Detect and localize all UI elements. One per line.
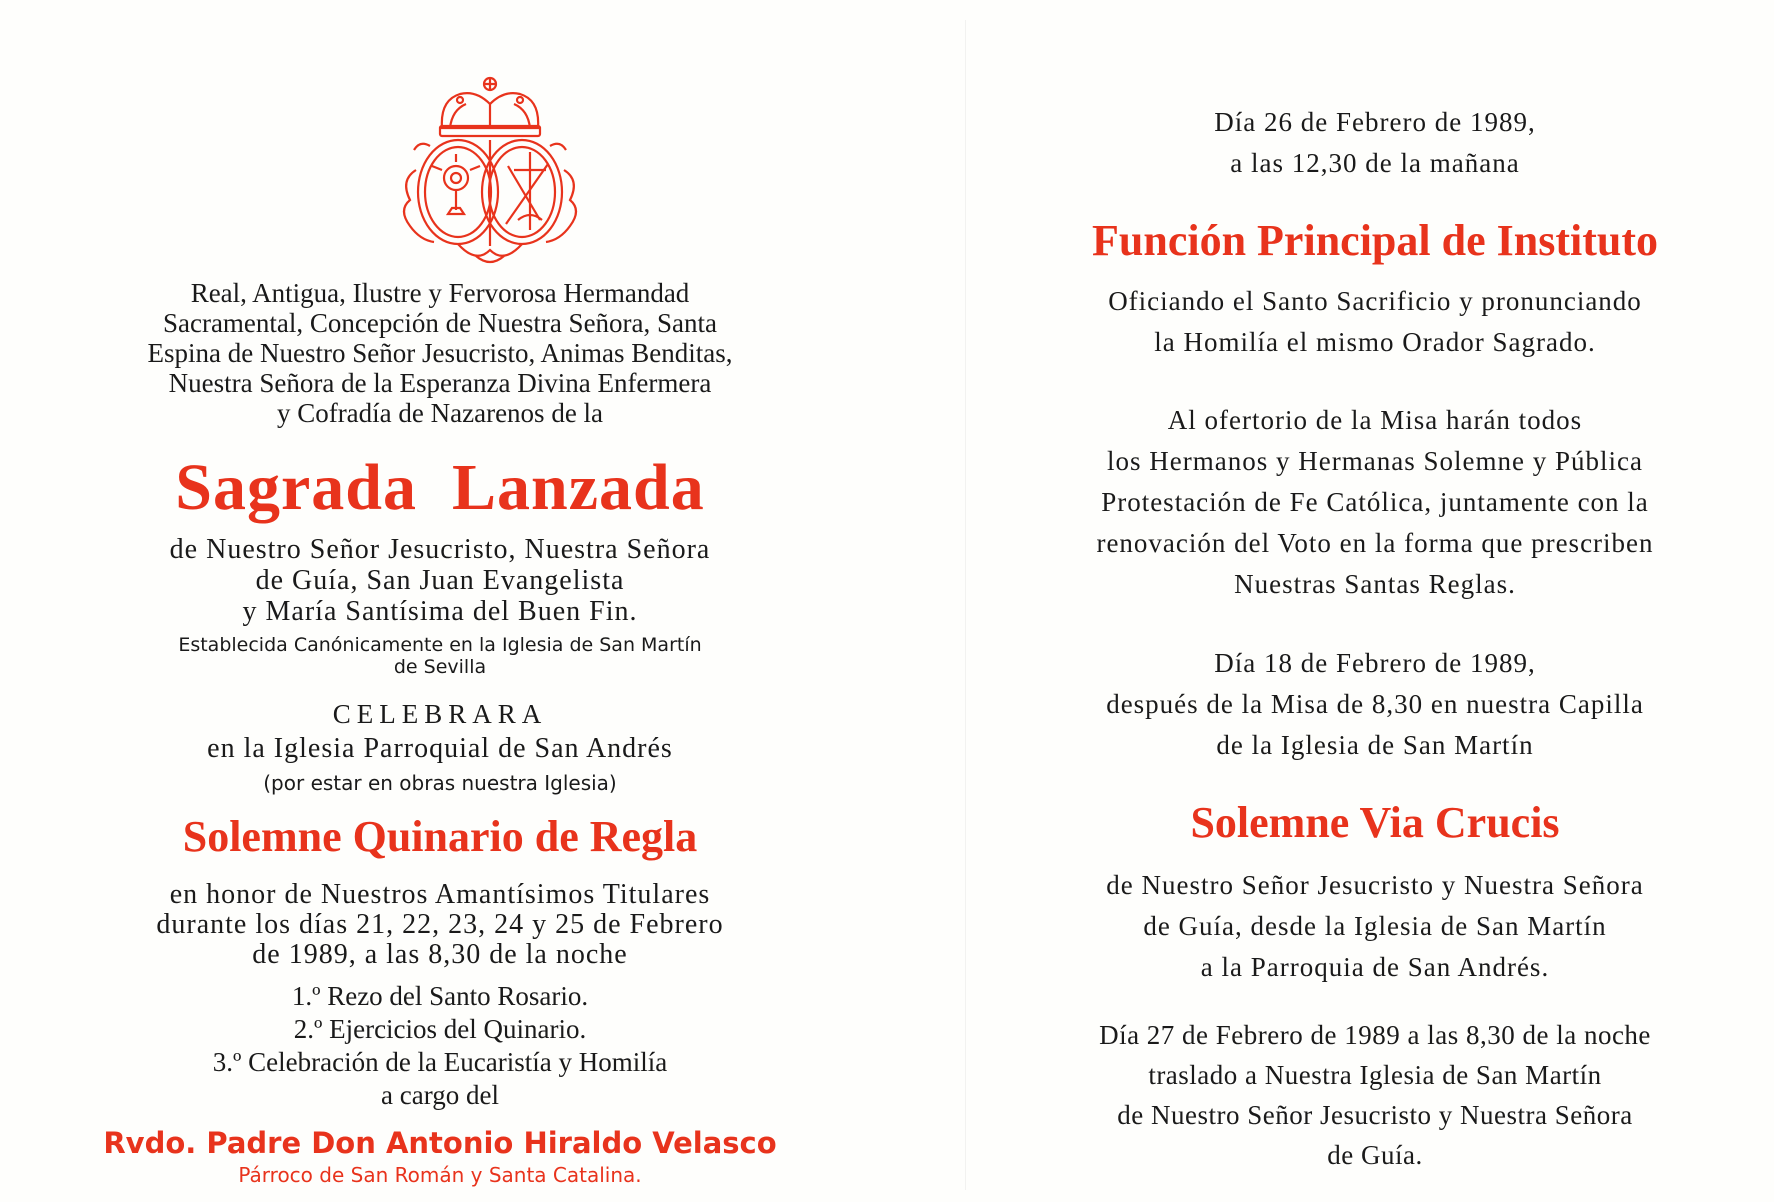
viacrucis-text xyxy=(990,865,1760,988)
established-note xyxy=(40,634,840,678)
viacrucis-date-line: Día 18 de Febrero de 1989, xyxy=(1214,648,1536,678)
act-item: 1.º Rezo del Santo Rosario. xyxy=(291,981,589,1011)
funcion-date-line: Día 26 de Febrero de 1989, xyxy=(1214,107,1536,137)
funcion-date-line: a las 12,30 de la mañana xyxy=(1230,148,1520,178)
viacrucis-date-line: de la Iglesia de San Martín xyxy=(1216,730,1534,760)
ofertorio-line: Protestación de Fe Católica, juntamente con la xyxy=(1101,487,1649,517)
honor-line: de 1989, a las 8,30 de la noche xyxy=(252,939,628,970)
celebrara-label: CELEBRARA xyxy=(332,699,548,729)
traslado-line: de Nuestro Señor Jesucristo y Nuestra Señora xyxy=(1117,1100,1633,1130)
viacrucis-line: a la Parroquia de San Andrés. xyxy=(1200,952,1550,982)
preacher-name: Rvdo. Padre Don Antonio Hiraldo Velasco xyxy=(103,1126,777,1160)
acts-list xyxy=(40,980,840,1112)
brotherhood-name xyxy=(40,278,840,428)
traslado-text xyxy=(990,1015,1760,1175)
oficiando-line: la Homilía el mismo Orador Sagrado. xyxy=(1154,327,1596,357)
brotherhood-line: Nuestra Señora de la Esperanza Divina Enfermera xyxy=(168,368,712,398)
brotherhood-line: Espina de Nuestro Señor Jesucristo, Animas Benditas, xyxy=(147,338,733,368)
act-item: a cargo del xyxy=(381,1080,499,1110)
ofertorio-line: renovación del Voto en la forma que prescriben xyxy=(1096,528,1654,558)
ofertorio-line: Al ofertorio de la Misa harán todos xyxy=(1167,405,1583,435)
viacrucis-date-line: después de la Misa de 8,30 en nuestra Capilla xyxy=(1106,689,1644,719)
honor-line: en honor de Nuestros Amantísimos Titulares xyxy=(169,879,711,910)
preacher-parish: Párroco de San Román y Santa Catalina. xyxy=(238,1163,642,1187)
viacrucis-date xyxy=(990,643,1760,766)
viacrucis-line: de Guía, desde la Iglesia de San Martín xyxy=(1143,911,1607,941)
dedication-line: de Nuestro Señor Jesucristo, Nuestra Señora xyxy=(169,534,711,565)
act-item: 3.º Celebración de la Eucaristía y Homilía xyxy=(212,1047,668,1077)
church-note: (por estar en obras nuestra Iglesia) xyxy=(263,771,617,795)
viacrucis-title: Solemne Via Crucis xyxy=(1190,798,1560,847)
dedication-line: de Guía, San Juan Evangelista xyxy=(255,565,625,596)
established-line: Establecida Canónicamente en la Iglesia de San Martín xyxy=(178,634,702,656)
ofertorio-line: Nuestras Santas Reglas. xyxy=(1234,569,1516,599)
church-name: en la Iglesia Parroquial de San Andrés xyxy=(207,733,673,764)
honor-text xyxy=(40,880,840,970)
funcion-title: Función Principal de Instituto xyxy=(1092,216,1658,265)
brotherhood-line: y Cofradía de Nazarenos de la xyxy=(276,398,604,428)
funcion-date xyxy=(990,102,1760,184)
brotherhood-coat-of-arms-icon xyxy=(380,70,600,270)
dedication xyxy=(40,534,840,627)
honor-line: durante los días 21, 22, 23, 24 y 25 de Febrero xyxy=(156,909,724,940)
brotherhood-line: Real, Antigua, Ilustre y Fervorosa Hermandad xyxy=(190,278,690,308)
established-line: de Sevilla xyxy=(393,656,487,678)
traslado-line: traslado a Nuestra Iglesia de San Martín xyxy=(1148,1060,1602,1090)
ofertorio-text xyxy=(990,400,1760,605)
oficiando-line: Oficiando el Santo Sacrificio y pronunciando xyxy=(1108,286,1642,316)
brotherhood-line: Sacramental, Concepción de Nuestra Señora, Santa xyxy=(162,308,718,338)
oficiando-text xyxy=(990,281,1760,363)
dedication-line: y María Santísima del Buen Fin. xyxy=(242,596,638,627)
viacrucis-line: de Nuestro Señor Jesucristo y Nuestra Señora xyxy=(1106,870,1644,900)
act-item: 2.º Ejercicios del Quinario. xyxy=(293,1014,587,1044)
sagrada-lanzada-title: Sagrada Lanzada xyxy=(175,451,705,524)
traslado-line: de Guía. xyxy=(1327,1140,1423,1170)
quinario-title: Solemne Quinario de Regla xyxy=(182,812,698,861)
ofertorio-line: los Hermanos y Hermanas Solemne y Pública xyxy=(1107,446,1643,476)
traslado-line: Día 27 de Febrero de 1989 a las 8,30 de la noche xyxy=(1099,1020,1651,1050)
fold-line xyxy=(965,20,966,1190)
